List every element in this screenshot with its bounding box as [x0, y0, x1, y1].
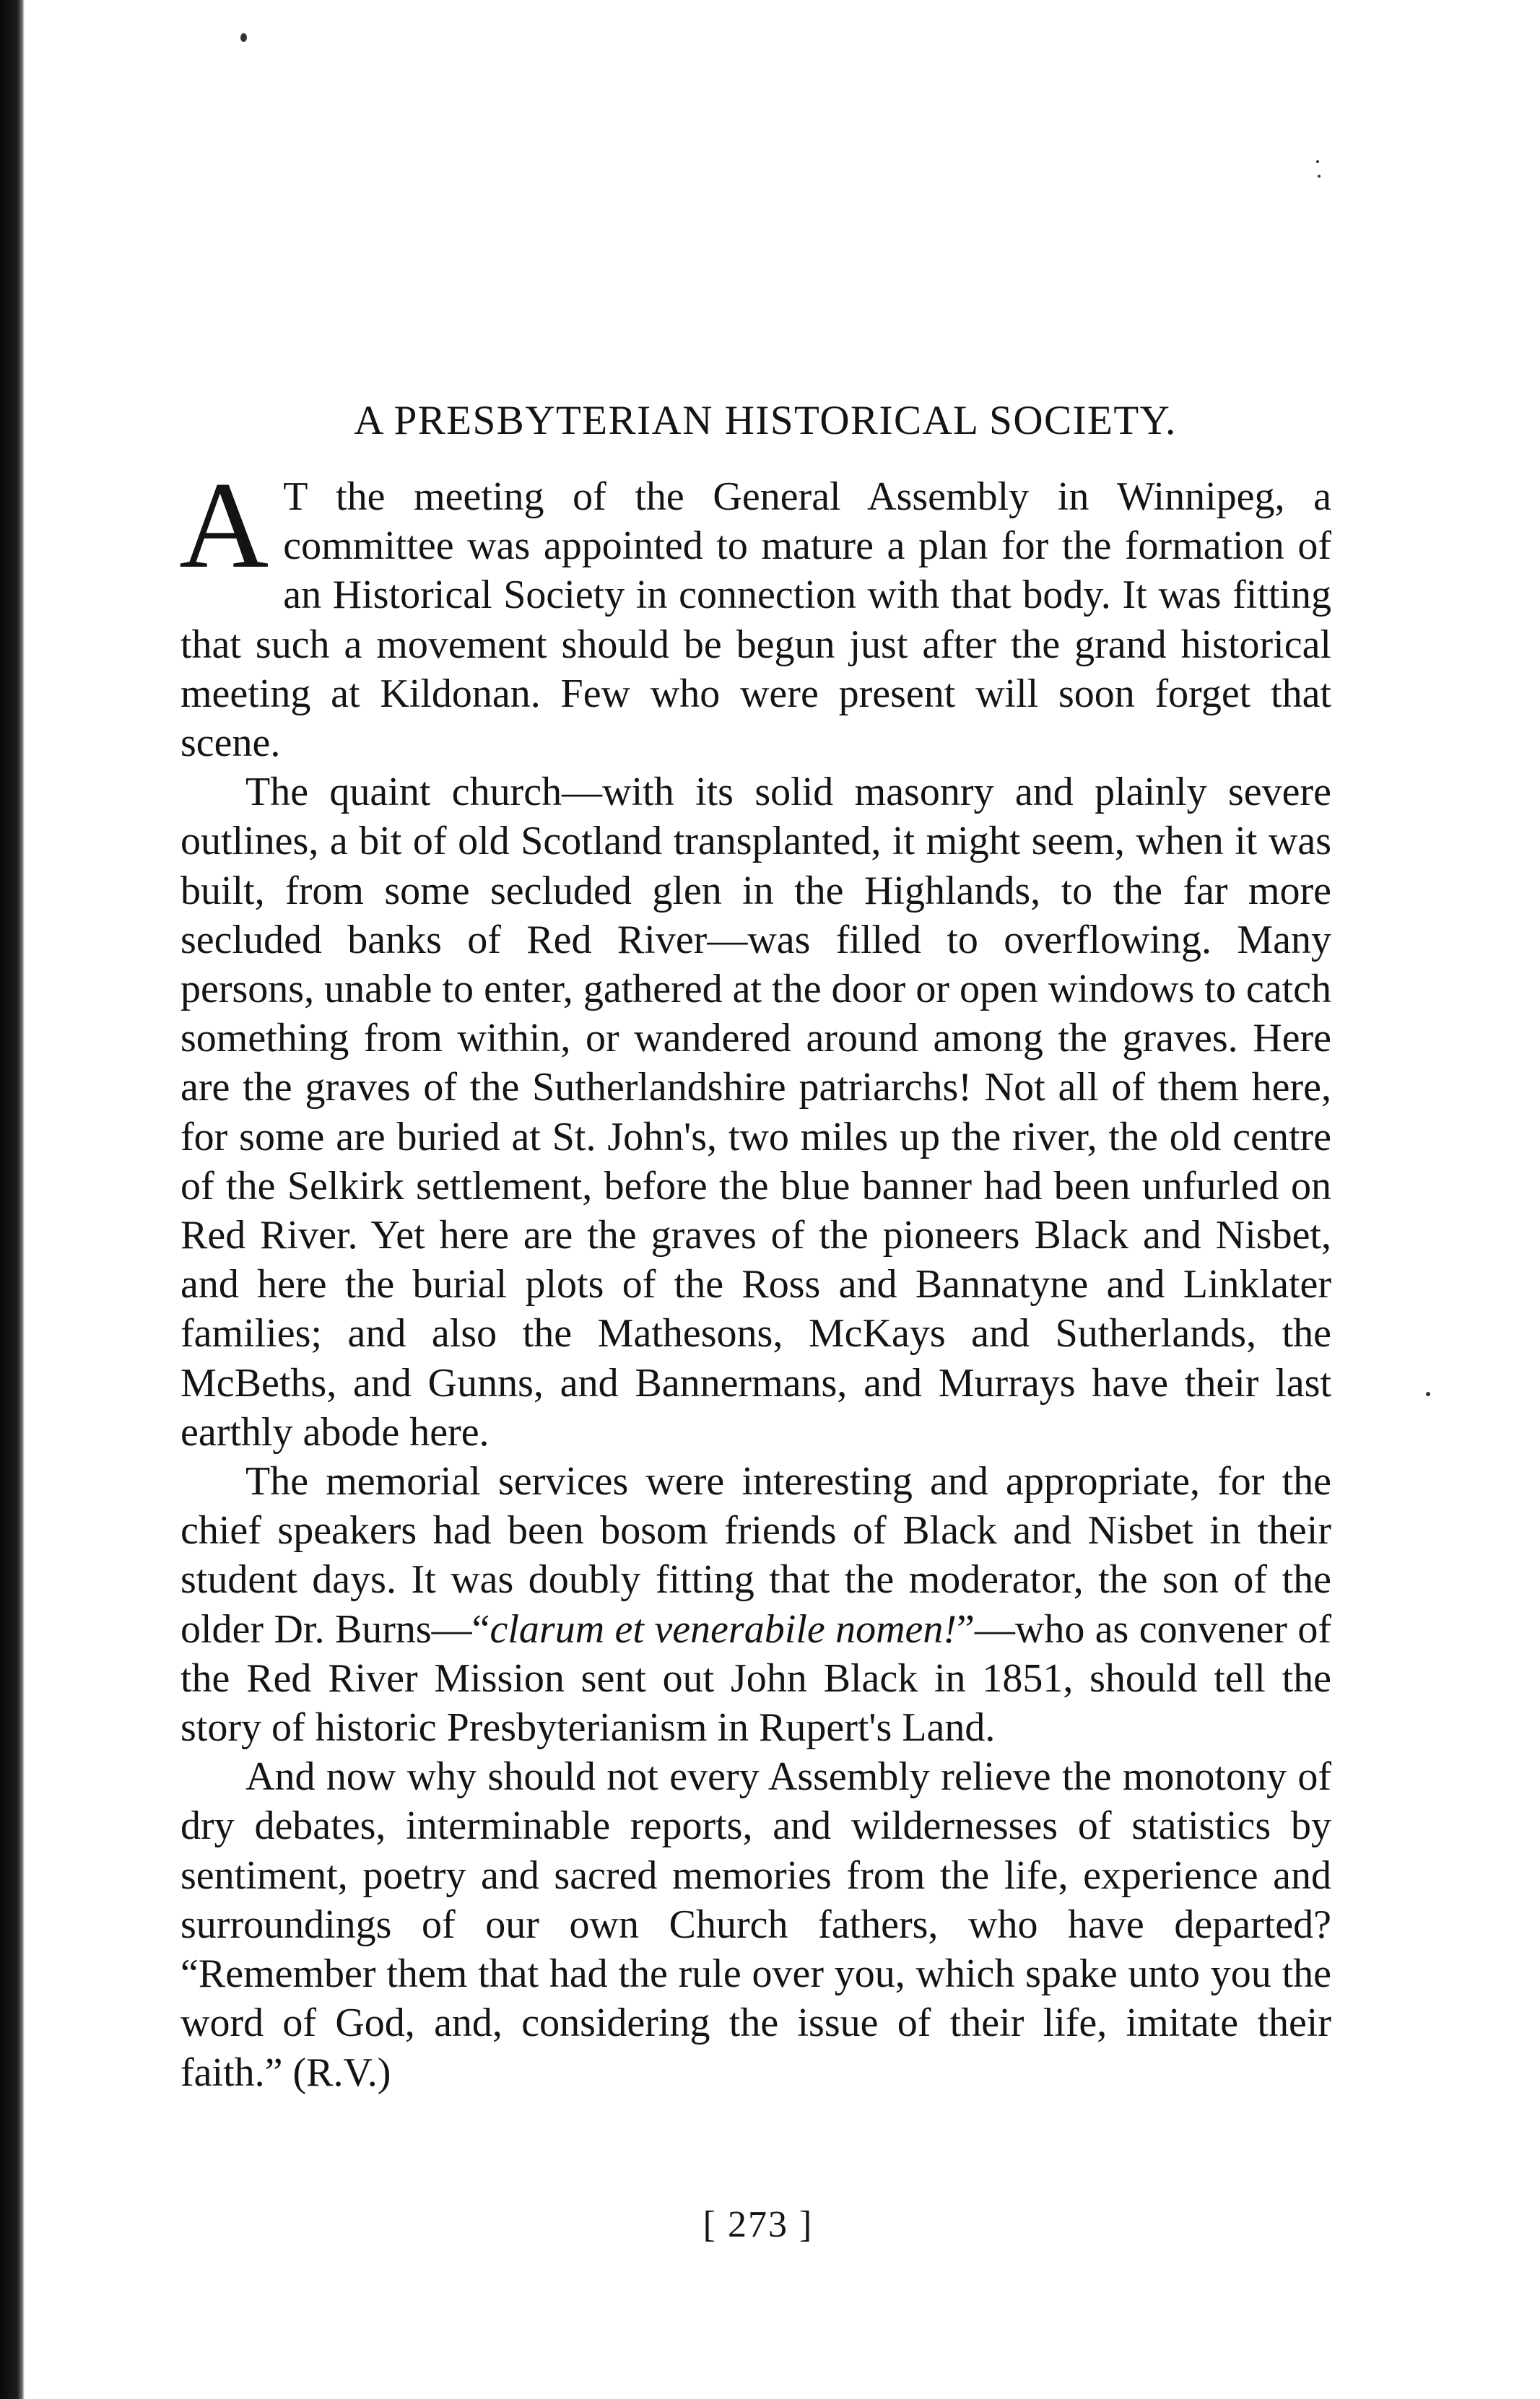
- paragraph-text: The memorial services were interesting and appropriate, for the chief speakers had been bosom friends of Black and Nisbet in their student days. It was doubly fitting that the moderator, the son of the older Dr. Burns—“: [180, 1459, 1331, 1652]
- page-title: A PRESBYTERIAN HISTORICAL SOCIETY.: [354, 398, 1177, 443]
- paragraph: [180, 767, 1331, 1457]
- scan-speck: [1426, 1392, 1430, 1396]
- paragraph: [180, 1457, 1331, 1752]
- paragraph: [180, 1752, 1331, 2097]
- scan-edge-shadow: [0, 0, 25, 2399]
- scan-speck: [240, 33, 247, 42]
- paragraph: [179, 457, 1331, 767]
- page-number: [ 273 ]: [702, 2204, 814, 2245]
- article-body: [179, 457, 1331, 2097]
- scan-speck: [1316, 160, 1319, 163]
- paragraph-text: And now why should not every Assembly relieve the monotony of dry debates, interminable reports, and wildernesses of statistics by sentiment, poetry and sacred memories from the life, experience and surroundings of our own Church fathers, who have departed? “Remember them that had the rule over you, which spake unto you the word of God, and, considering the issue of their life, imitate their faith.” (R.V.): [180, 1754, 1331, 2095]
- paragraph-text: ”—who as convener of the Red River Mission sent out John Black in 1851, should tell the story of historic Presbyterianism in Rupert's Land.: [180, 1606, 1331, 1751]
- scan-speck: [1318, 175, 1321, 178]
- paragraph-text: T the meeting of the General Assembly in Winnipeg, a committee was appointed to mature a plan for the formation of an Historical Society in connection with that body. It was fitting that such a movement should be begun just after the grand historical meeting at Kildonan. Few who were present will soon forget that scene.: [180, 474, 1331, 766]
- drop-cap: A: [179, 457, 269, 594]
- latin-quotation: clarum et venerabile nomen!: [490, 1606, 957, 1652]
- paragraph-text: The quaint church—with its solid masonry and plainly severe outlines, a bit of old Scotland transplanted, it might seem, when it was built, from some secluded glen in the Highlands, to the far more secluded banks of Red River—was filled to overflowing. Many persons, unable to enter, gathered at the door or open windows to catch something from within, or wandered around among the graves. Here are the graves of the Sutherlandshire patriarchs! Not all of them here, for some are buried at St. John's, two miles up the river, the old centre of the Selkirk settlement, before the blue banner had been unfurled on Red River. Yet here are the graves of the pioneers Black and Nisbet, and here the burial plots of the Ross and Bannatyne and Linklater families; and also the Mathesons, McKays and Sutherlands, the McBeths, and Gunns, and Bannermans, and Murrays have their last earthly abode here.: [180, 770, 1331, 1455]
